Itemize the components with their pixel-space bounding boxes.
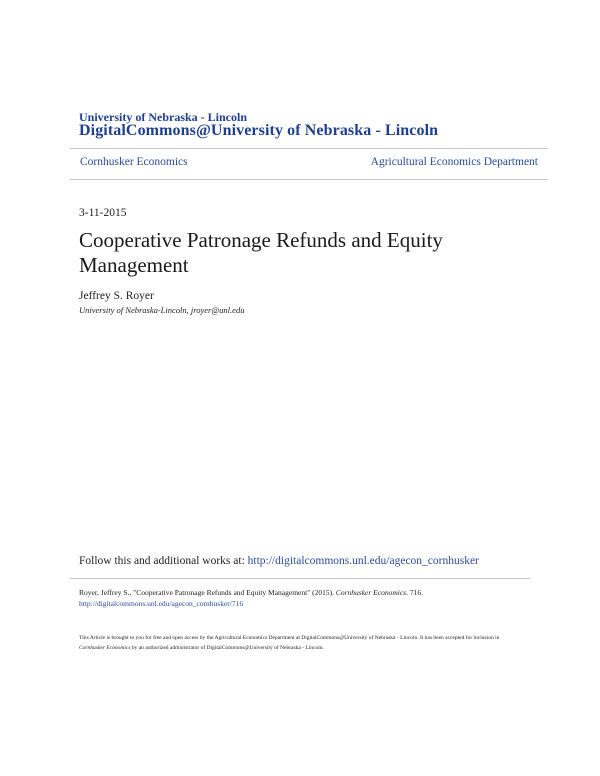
- divider-top: [70, 148, 548, 149]
- collection-link[interactable]: Cornhusker Economics: [80, 156, 188, 168]
- follow-url-link[interactable]: http://digitalcommons.unl.edu/agecon_cornhusker: [247, 555, 479, 567]
- citation-block: [79, 587, 519, 609]
- repository-name[interactable]: DigitalCommons@University of Nebraska - Lincoln: [79, 122, 439, 139]
- divider-citation: [70, 578, 530, 579]
- author-affiliation: University of Nebraska-Lincoln, jroyer@unl.edu: [79, 305, 245, 315]
- notice-journal: Cornhusker Economics: [79, 645, 131, 651]
- article-title: Cooperative Patronage Refunds and Equity Management: [79, 228, 443, 277]
- citation-text: Royer, Jeffrey S., "Cooperative Patronage Refunds and Equity Management" (2015).: [79, 588, 334, 597]
- divider-collections: [70, 179, 548, 180]
- citation-suffix: . 716.: [406, 588, 423, 597]
- publication-date: 3-11-2015: [79, 207, 127, 219]
- notice-text: This Article is brought to you for free and open access by the Agricultural Economics Department at DigitalCommons@University of Nebraska - Lincoln. It has been accepted for inclusion in: [79, 635, 500, 641]
- follow-line: [79, 555, 479, 567]
- notice-text-end: by an authorized administrator of DigitalCommons@University of Nebraska - Lincoln.: [131, 645, 324, 651]
- department-link[interactable]: Agricultural Economics Department: [370, 156, 538, 168]
- citation-url-link[interactable]: http://digitalcommons.unl.edu/agecon_cornhusker/716: [79, 599, 244, 608]
- author-name: Jeffrey S. Royer: [79, 290, 154, 302]
- follow-label: Follow this and additional works at:: [79, 555, 245, 567]
- access-notice: [79, 633, 519, 653]
- citation-journal: Cornhusker Economics: [335, 588, 407, 597]
- university-name[interactable]: University of Nebraska - Lincoln: [79, 110, 247, 124]
